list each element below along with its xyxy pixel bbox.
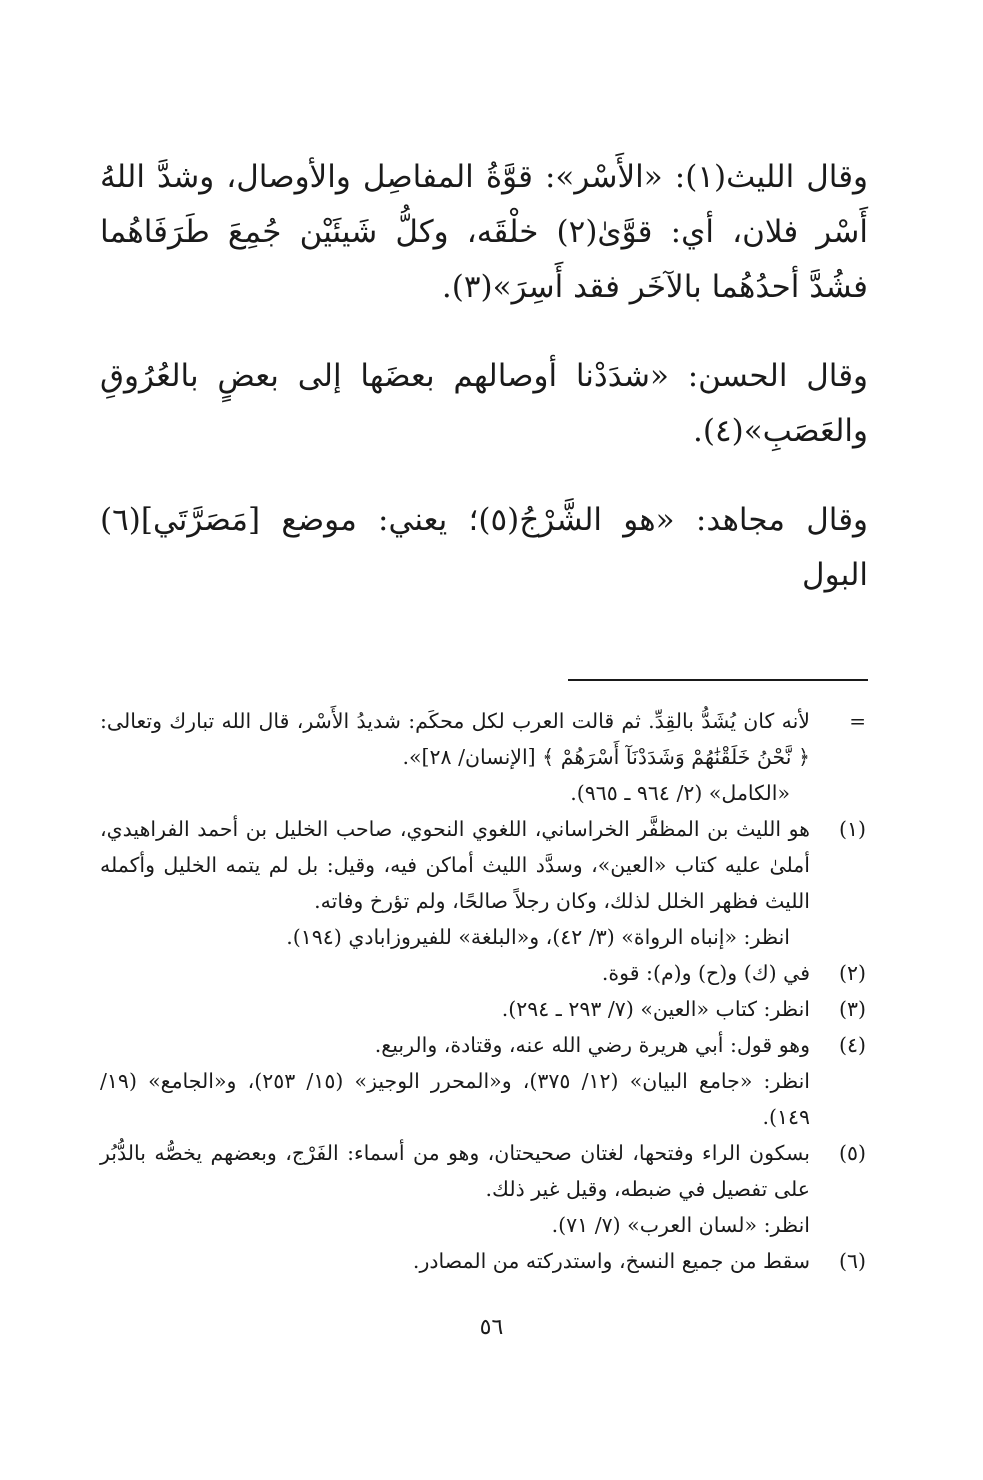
footnote-1	[100, 811, 868, 955]
footnote-number: (٢)	[838, 961, 866, 985]
main-paragraph-1: وقال الليث(١): «الأَسْر»: قوَّةُ المفاصِل والأوصال، وشدَّ اللهُ أَسْر فلان، أي: قوَّىٰ(٢) خلْقَه، وكلُّ شَيئَيْن جُمِعَ طَرَفَاهُما فشُدَّ أحدُهُما بالآخَر فقد أَسِرَ»(٣).	[100, 159, 868, 305]
footnote-text: بسكون الراء وفتحها، لغتان صحيحتان، وهو من أسماء: الفَرْج، وبعضهم يخصُّه بالدُّبُر على تفصيل في ضبطه، وقيل غير ذلك.	[100, 1141, 810, 1201]
footnote-2	[100, 955, 868, 991]
footnote-number: (٣)	[838, 997, 866, 1021]
footnote-text: هو الليث بن المظفَّر الخراساني، اللغوي النحوي، صاحب الخليل بن أحمد الفراهيدي، أملىٰ عليه كتاب «العين»، وسدَّد الليث أماكن فيه، وقيل: بل لم يتمه الخليل وأكمله الليث فظهر الخلل لذلك، وكان رجلاً صالحًا، ولم تؤرخ وفاته.	[100, 817, 810, 913]
footnote-body	[100, 811, 810, 955]
footnote-4	[100, 1027, 868, 1135]
continuation-text: لأنه كان يُشَدُّ بالقِدِّ. ثم قالت العرب لكل محكَم: شديدُ الأَسْر، قال الله تبارك وتعالى: ﴿ نَّحْنُ خَلَقْنَٰهُمْ وَشَدَدْنَآ أَسْرَهُمْ ﴾ [الإنسان/ ٢٨]».	[100, 709, 810, 769]
footnote-3	[100, 991, 868, 1027]
footnote-number: (١)	[838, 817, 866, 841]
footnote-body	[100, 1027, 810, 1135]
main-paragraph-3: وقال مجاهد: «هو الشَّرْجُ(٥)؛ يعني: موضع [مَصَرَّتَي](٦) البول	[100, 502, 869, 593]
footnote-5	[100, 1135, 868, 1243]
footnote-number: (٤)	[838, 1033, 866, 1057]
footnote-number: (٦)	[838, 1249, 866, 1273]
main-paragraph-2: وقال الحسن: «شدَدْنا أوصالهم بعضَها إلى بعضٍ بالعُرُوقِ والعَصَبِ»(٤).	[100, 358, 868, 449]
footnote-6	[100, 1243, 868, 1279]
footnote-body	[100, 1135, 810, 1243]
footnote-text: سقط من جميع النسخ، واستدركته من المصادر.	[412, 1249, 810, 1273]
footnote-body	[100, 703, 810, 811]
footnote-separator-wrap	[100, 639, 868, 681]
continuation-mark: =	[849, 709, 866, 733]
footnote-reference: انظر: «لسان العرب» (٧/ ٧١).	[551, 1213, 810, 1237]
continuation-reference: «الكامل» (٢/ ٩٦٤ ـ ٩٦٥).	[570, 781, 790, 805]
footnote-reference: انظر: «جامع البيان» (١٢/ ٣٧٥)، و«المحرر الوجيز» (١٥/ ٢٥٣)، و«الجامع» (١٩/ ١٤٩).	[100, 1069, 810, 1129]
footnotes	[100, 703, 868, 1279]
footnote-continuation	[100, 703, 868, 811]
footnote-separator	[568, 679, 868, 681]
footnote-text: في (ك) و(ح) و(م): قوة.	[601, 961, 810, 985]
page-number: ٥٦	[479, 1315, 504, 1340]
footnote-text: وهو قول: أبي هريرة رضي الله عنه، وقتادة، والربيع.	[374, 1033, 810, 1057]
footnote-text: انظر: كتاب «العين» (٧/ ٢٩٣ ـ ٢٩٤).	[501, 997, 810, 1021]
footnote-reference: انظر: «إنباه الرواة» (٣/ ٤٢)، و«البلغة» للفيروزابادي (١٩٤).	[286, 925, 790, 949]
footnote-number: (٥)	[838, 1141, 866, 1165]
book-page	[100, 150, 868, 1450]
